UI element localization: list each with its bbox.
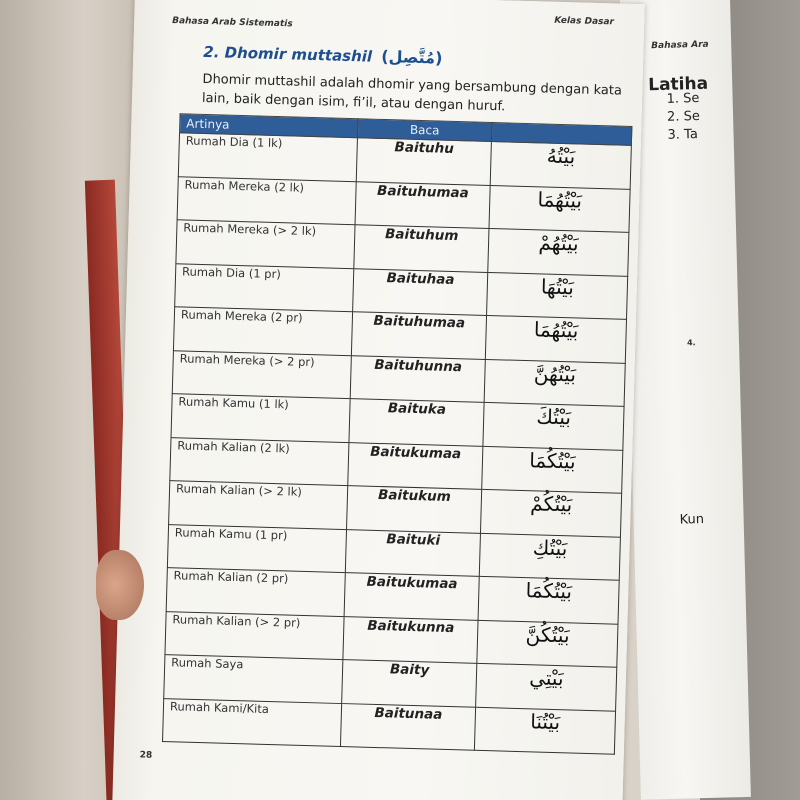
cell-arabic: بَيْتُهُمْ — [488, 228, 629, 275]
right-page-list-item: 1. Se — [666, 90, 700, 107]
cell-baca: Baituki — [345, 529, 480, 576]
cell-arabic: بَيْتُنَا — [474, 707, 615, 754]
cell-baca: Baituka — [349, 399, 484, 446]
intro-paragraph: Dhomir muttashil adalah dhomir yang bersambung dengan kata lain, baik dengan isim, fi’il, atau dengan huruf. — [201, 71, 623, 115]
cell-artinya: Rumah Mereka (> 2 pr) — [172, 350, 351, 398]
cell-artinya: Rumah Dia (1 lk) — [178, 133, 357, 181]
cell-artinya: Rumah Mereka (2 pr) — [173, 307, 352, 355]
cell-artinya: Rumah Kami/Kita — [163, 698, 342, 746]
right-page-list-item: 3. Ta — [667, 127, 699, 143]
cell-arabic: بَيْتُكُمَا — [482, 446, 623, 493]
running-header-right: Kelas Dasar — [554, 15, 615, 28]
page-number: 28 — [139, 750, 153, 761]
cell-baca: Baitukumaa — [348, 442, 483, 489]
cell-arabic: بَيْتُهَا — [487, 272, 628, 319]
cell-artinya: Rumah Dia (1 pr) — [175, 263, 354, 311]
cell-baca: Baity — [342, 660, 477, 707]
cell-artinya: Rumah Kamu (1 pr) — [167, 524, 346, 572]
right-page-item-4: 4. — [686, 338, 696, 348]
cell-artinya: Rumah Kalian (2 pr) — [166, 568, 345, 616]
cell-arabic: بَيْتُهُ — [490, 142, 631, 189]
cell-baca: Baituhum — [354, 225, 489, 272]
cell-arabic: بَيْتُكَ — [483, 402, 624, 449]
header-artinya: Artinya — [180, 114, 358, 138]
cell-baca: Baitukum — [347, 486, 482, 533]
cell-arabic: بَيْتُهُمَا — [489, 185, 630, 232]
cell-artinya: Rumah Kalian (> 2 pr) — [165, 611, 344, 659]
cell-arabic: بَيْتُكُمْ — [480, 489, 621, 536]
table-body — [163, 133, 632, 754]
cell-baca: Baitunaa — [340, 703, 475, 750]
cell-artinya: Rumah Kalian (2 lk) — [170, 437, 349, 485]
section-title-arabic: (مُتَّصِل) — [381, 46, 443, 68]
cell-baca: Baitukunna — [343, 616, 478, 663]
right-page-list-item: 2. Se — [666, 108, 701, 125]
cell-arabic: بَيْتُكُمَا — [478, 576, 619, 623]
cell-artinya: Rumah Saya — [164, 655, 343, 703]
cell-arabic: بَيْتُهُمَا — [485, 315, 626, 362]
book-page — [112, 0, 645, 800]
cell-baca: Baituhumaa — [355, 181, 490, 228]
cell-artinya: Rumah Kamu (1 lk) — [171, 394, 350, 442]
cell-baca: Baitukumaa — [344, 573, 479, 620]
right-page-kun: Kun — [679, 511, 705, 528]
dhomir-table — [162, 113, 632, 754]
cell-baca: Baituhu — [356, 138, 491, 185]
cell-baca: Baituhumaa — [351, 312, 486, 359]
cell-arabic: بَيْتُكِ — [479, 533, 620, 580]
header-baca: Baca — [357, 119, 491, 142]
thumb — [96, 550, 144, 620]
cell-baca: Baituhaa — [353, 268, 488, 315]
cell-artinya: Rumah Mereka (> 2 lk) — [176, 220, 355, 268]
cell-arabic: بَيْتِي — [476, 663, 617, 710]
section-title — [203, 42, 443, 68]
right-page-list — [666, 90, 700, 145]
running-header-left: Bahasa Arab Sistematis — [172, 16, 293, 30]
cell-artinya: Rumah Mereka (2 lk) — [177, 176, 356, 224]
section-title-text: 2. Dhomir muttashil — [203, 42, 373, 66]
right-page-title: Latiha — [647, 73, 709, 96]
cell-arabic: بَيْتُكُنَّ — [477, 620, 618, 667]
cell-baca: Baituhunna — [350, 355, 485, 402]
right-page-header: Bahasa Ara — [651, 39, 709, 52]
cell-artinya: Rumah Kalian (> 2 lk) — [169, 481, 348, 529]
cell-arabic: بَيْتُهُنَّ — [484, 359, 625, 406]
